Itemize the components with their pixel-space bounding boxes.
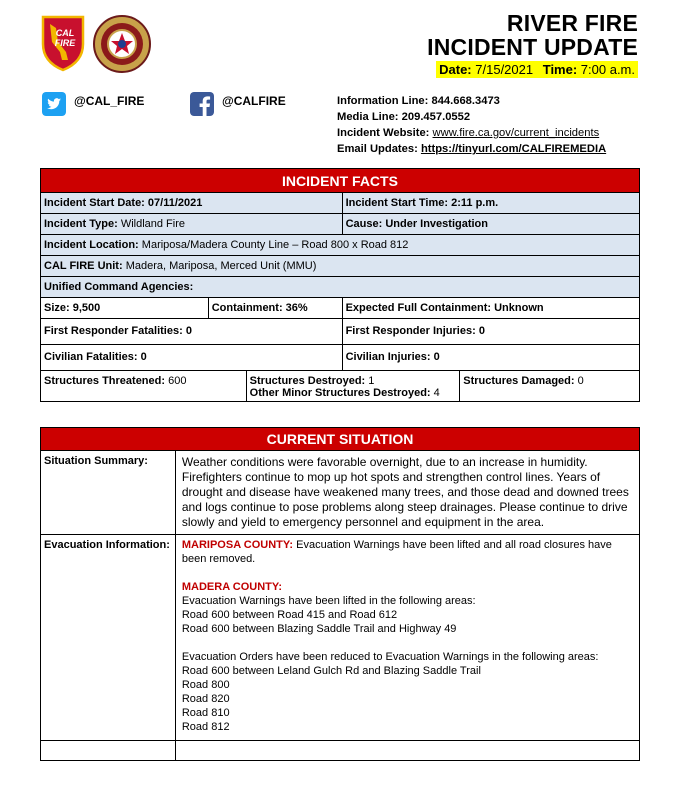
unified-command-agencies bbox=[41, 277, 640, 298]
minor-destroyed-value: 4 bbox=[433, 387, 440, 399]
current-situation-table bbox=[40, 427, 640, 761]
location-label: Incident Location: bbox=[44, 239, 139, 251]
minor-destroyed-label: Other Minor Structures Destroyed: bbox=[249, 387, 431, 399]
incident-start-time bbox=[342, 193, 639, 214]
madera-county-heading: MADERA COUNTY: bbox=[181, 581, 283, 593]
facebook-link[interactable] bbox=[190, 92, 286, 116]
date-value: 7/15/2021 bbox=[475, 62, 534, 77]
cal-fire-logo-icon bbox=[40, 14, 86, 72]
warnings-lifted-area: Road 600 between Road 415 and Road 612 bbox=[181, 609, 398, 621]
title-line-1: RIVER FIRE bbox=[506, 10, 638, 36]
civ-fatalities-value: 0 bbox=[140, 351, 147, 363]
incident-type bbox=[41, 214, 343, 235]
media-line-label: Media Line: bbox=[337, 111, 399, 123]
civilian-injuries bbox=[342, 345, 639, 371]
date-label: Date: bbox=[439, 62, 472, 77]
evacuation-information bbox=[175, 535, 639, 741]
civ-injuries-value: 0 bbox=[433, 351, 440, 363]
incident-website bbox=[337, 125, 606, 141]
damaged-label: Structures Damaged: bbox=[463, 375, 575, 387]
incident-website-link[interactable]: www.fire.ca.gov/current_incidents bbox=[432, 127, 600, 139]
orders-reduced-area: Road 810 bbox=[181, 707, 230, 719]
warnings-lifted-intro: Evacuation Warnings have been lifted in the following areas: bbox=[181, 595, 476, 607]
time-value: 7:00 a.m. bbox=[580, 62, 635, 77]
empty-cell bbox=[41, 741, 176, 761]
empty-cell bbox=[175, 741, 639, 761]
page-title bbox=[427, 11, 638, 59]
unit-label: CAL FIRE Unit: bbox=[44, 260, 123, 272]
orders-reduced-area: Road 800 bbox=[181, 679, 230, 691]
type-label: Incident Type: bbox=[44, 218, 118, 230]
information-line-label: Information Line: bbox=[337, 95, 429, 107]
orders-reduced-area: Road 600 between Leland Gulch Rd and Blazing Saddle Trail bbox=[181, 665, 481, 677]
start-time-label: Incident Start Time: bbox=[345, 197, 449, 209]
threatened-label: Structures Threatened: bbox=[44, 375, 166, 387]
twitter-icon bbox=[42, 92, 66, 116]
incident-facts-banner: INCIDENT FACTS bbox=[41, 169, 640, 193]
expected-value: Unknown bbox=[494, 302, 544, 314]
contact-info bbox=[337, 93, 606, 157]
title-line-2: INCIDENT UPDATE bbox=[427, 34, 638, 60]
unified-label: Unified Command Agencies: bbox=[44, 281, 194, 293]
civilian-fatalities bbox=[41, 345, 343, 371]
fr-fatalities-value: 0 bbox=[185, 325, 192, 337]
information-line-value: 844.668.3473 bbox=[431, 95, 500, 107]
incident-cause bbox=[342, 214, 639, 235]
containment-value: 36% bbox=[285, 302, 308, 314]
mariposa-county-heading: MARIPOSA COUNTY: bbox=[181, 539, 294, 551]
email-updates bbox=[337, 141, 606, 157]
warnings-lifted-area: Road 600 between Blazing Saddle Trail and Highway 49 bbox=[181, 623, 457, 635]
page-header bbox=[0, 0, 680, 88]
incident-start-date bbox=[41, 193, 343, 214]
facebook-icon bbox=[190, 92, 214, 116]
media-line-value: 209.457.0552 bbox=[401, 111, 471, 123]
situation-summary-text: Weather conditions were favorable overnight, due to an increase in humidity. Firefighters continue to mop up hot spots and strengthen control lines. Years of drought and disease have weakened many trees, and those dead and downed trees and logs continue to pose problems along steep drainages. Please continue to drive slowly and yield to emergency personnel and equipment in the area. bbox=[175, 451, 639, 535]
destroyed-value: 1 bbox=[368, 375, 375, 387]
type-value: Wildland Fire bbox=[120, 218, 185, 230]
svg-text:FIRE: FIRE bbox=[54, 38, 76, 48]
fr-injuries-value: 0 bbox=[478, 325, 485, 337]
structures-threatened bbox=[41, 371, 247, 402]
facebook-handle[interactable]: @CALFIRE bbox=[222, 94, 286, 108]
email-updates-label: Email Updates: bbox=[337, 143, 418, 155]
structures-damaged bbox=[460, 371, 640, 402]
start-date-label: Incident Start Date: bbox=[44, 197, 145, 209]
destroyed-label: Structures Destroyed: bbox=[249, 375, 366, 387]
evacuation-information-label: Evacuation Information: bbox=[41, 535, 176, 741]
start-time-value: 2:11 p.m. bbox=[451, 197, 499, 209]
civ-injuries-label: Civilian Injuries: bbox=[345, 351, 431, 363]
current-situation-banner: CURRENT SITUATION bbox=[41, 428, 640, 451]
twitter-link[interactable] bbox=[42, 92, 144, 116]
media-line bbox=[337, 109, 606, 125]
cause-label: Cause: bbox=[345, 218, 383, 230]
fire-department-seal-icon bbox=[92, 14, 152, 74]
cause-value: Under Investigation bbox=[385, 218, 488, 230]
threatened-value: 600 bbox=[168, 375, 187, 387]
cal-fire-unit bbox=[41, 256, 640, 277]
mariposa-county-text: Evacuation Warnings have been lifted and all road closures have been removed. bbox=[181, 539, 612, 565]
time-label: Time: bbox=[542, 62, 578, 77]
civ-fatalities-label: Civilian Fatalities: bbox=[44, 351, 138, 363]
expected-label: Expected Full Containment: bbox=[345, 302, 492, 314]
incident-location bbox=[41, 235, 640, 256]
incident-website-label: Incident Website: bbox=[337, 127, 430, 139]
orders-reduced-intro: Evacuation Orders have been reduced to Evacuation Warnings in the following areas: bbox=[181, 651, 599, 663]
containment-label: Containment: bbox=[211, 302, 283, 314]
date-time-line bbox=[436, 61, 638, 78]
expected-full-containment bbox=[342, 298, 639, 319]
location-value: Mariposa/Madera County Line – Road 800 x Road 812 bbox=[141, 239, 409, 251]
fr-fatalities-label: First Responder Fatalities: bbox=[44, 325, 183, 337]
size-label: Size: bbox=[44, 302, 70, 314]
fire-size bbox=[41, 298, 209, 319]
incident-facts-table bbox=[40, 168, 640, 402]
orders-reduced-area: Road 812 bbox=[181, 721, 230, 733]
information-line bbox=[337, 93, 606, 109]
email-updates-link[interactable]: https://tinyurl.com/CALFIREMEDIA bbox=[420, 143, 607, 155]
situation-summary-label: Situation Summary: bbox=[41, 451, 176, 535]
size-value: 9,500 bbox=[72, 302, 101, 314]
damaged-value: 0 bbox=[577, 375, 584, 387]
first-responder-fatalities bbox=[41, 319, 343, 345]
orders-reduced-area: Road 820 bbox=[181, 693, 230, 705]
twitter-handle[interactable]: @CAL_FIRE bbox=[74, 94, 145, 108]
fr-injuries-label: First Responder Injuries: bbox=[345, 325, 476, 337]
svg-text:CAL: CAL bbox=[55, 28, 75, 38]
first-responder-injuries bbox=[342, 319, 639, 345]
unit-value: Madera, Mariposa, Merced Unit (MMU) bbox=[125, 260, 317, 272]
structures-destroyed bbox=[246, 371, 460, 402]
start-date-value: 07/11/2021 bbox=[147, 197, 203, 209]
containment bbox=[208, 298, 342, 319]
